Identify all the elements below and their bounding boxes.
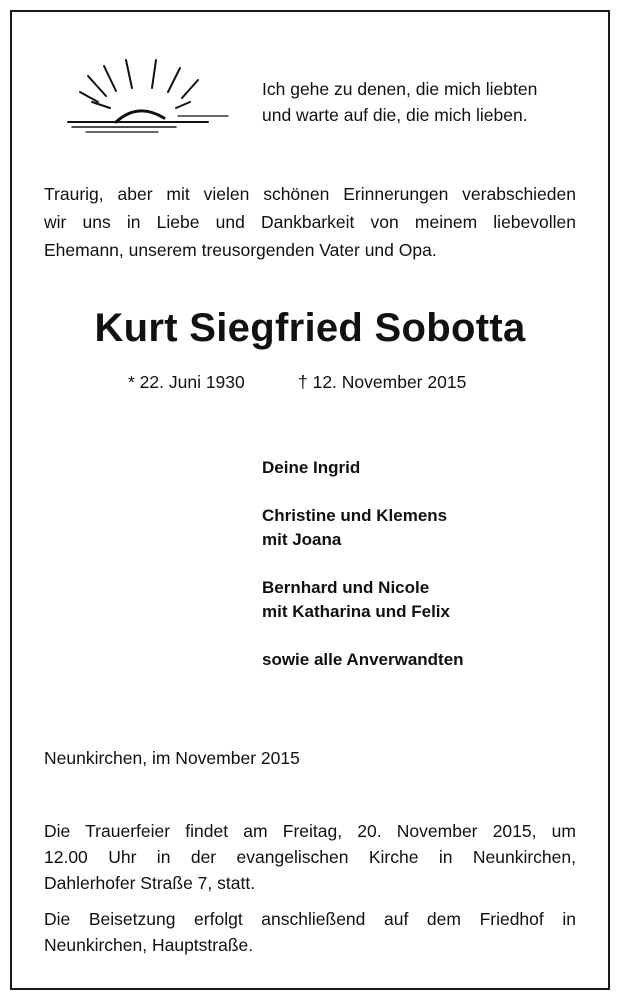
- burial-info: [44, 906, 576, 958]
- mourner-line: Deine Ingrid: [262, 458, 361, 477]
- mourner-group: [262, 456, 464, 481]
- mourner-line: mit Joana: [262, 530, 342, 549]
- intro-line: Ehemann, unserem treusorgenden Vater und Opa.: [44, 240, 437, 260]
- mourners-list: [262, 456, 464, 695]
- intro-line: Traurig, aber mit vielen schönen Erinnerungen verabschieden: [44, 184, 576, 204]
- mourner-group: [262, 648, 464, 673]
- mourner-line: Christine und Klemens: [262, 505, 448, 525]
- rising-sun-icon: [58, 58, 258, 142]
- burial-line: Neunkirchen, Hauptstraße.: [44, 935, 254, 955]
- intro-line: wir uns in Liebe und Dankbarkeit von meinem liebevollen: [44, 212, 576, 232]
- place-date: Neunkirchen, im November 2015: [44, 748, 300, 768]
- birth-date: * 22. Juni 1930: [128, 372, 245, 392]
- quote-line: Ich gehe zu denen, die mich liebten: [262, 79, 538, 99]
- mourner-line: mit Katharina und Felix: [262, 602, 450, 621]
- death-date: † 12. November 2015: [298, 372, 467, 392]
- mourner-group: [262, 576, 464, 625]
- service-line: Die Trauerfeier findet am Freitag, 20. November 2015, um: [44, 821, 576, 841]
- quote: [262, 76, 537, 128]
- quote-line: und warte auf die, die mich lieben.: [262, 105, 528, 125]
- deceased-name: Kurt Siegfried Sobotta: [94, 306, 526, 350]
- service-info: [44, 818, 576, 896]
- mourner-group: [262, 504, 464, 553]
- burial-line: Die Beisetzung erfolgt anschließend auf dem Friedhof in: [44, 909, 576, 929]
- service-line: 12.00 Uhr in der evangelischen Kirche in Neunkirchen,: [44, 847, 576, 867]
- mourner-line: sowie alle Anverwandten: [262, 649, 464, 669]
- intro-text: [44, 180, 576, 264]
- service-line: Dahlerhofer Straße 7, statt.: [44, 873, 256, 893]
- mourner-line: Bernhard und Nicole: [262, 577, 430, 597]
